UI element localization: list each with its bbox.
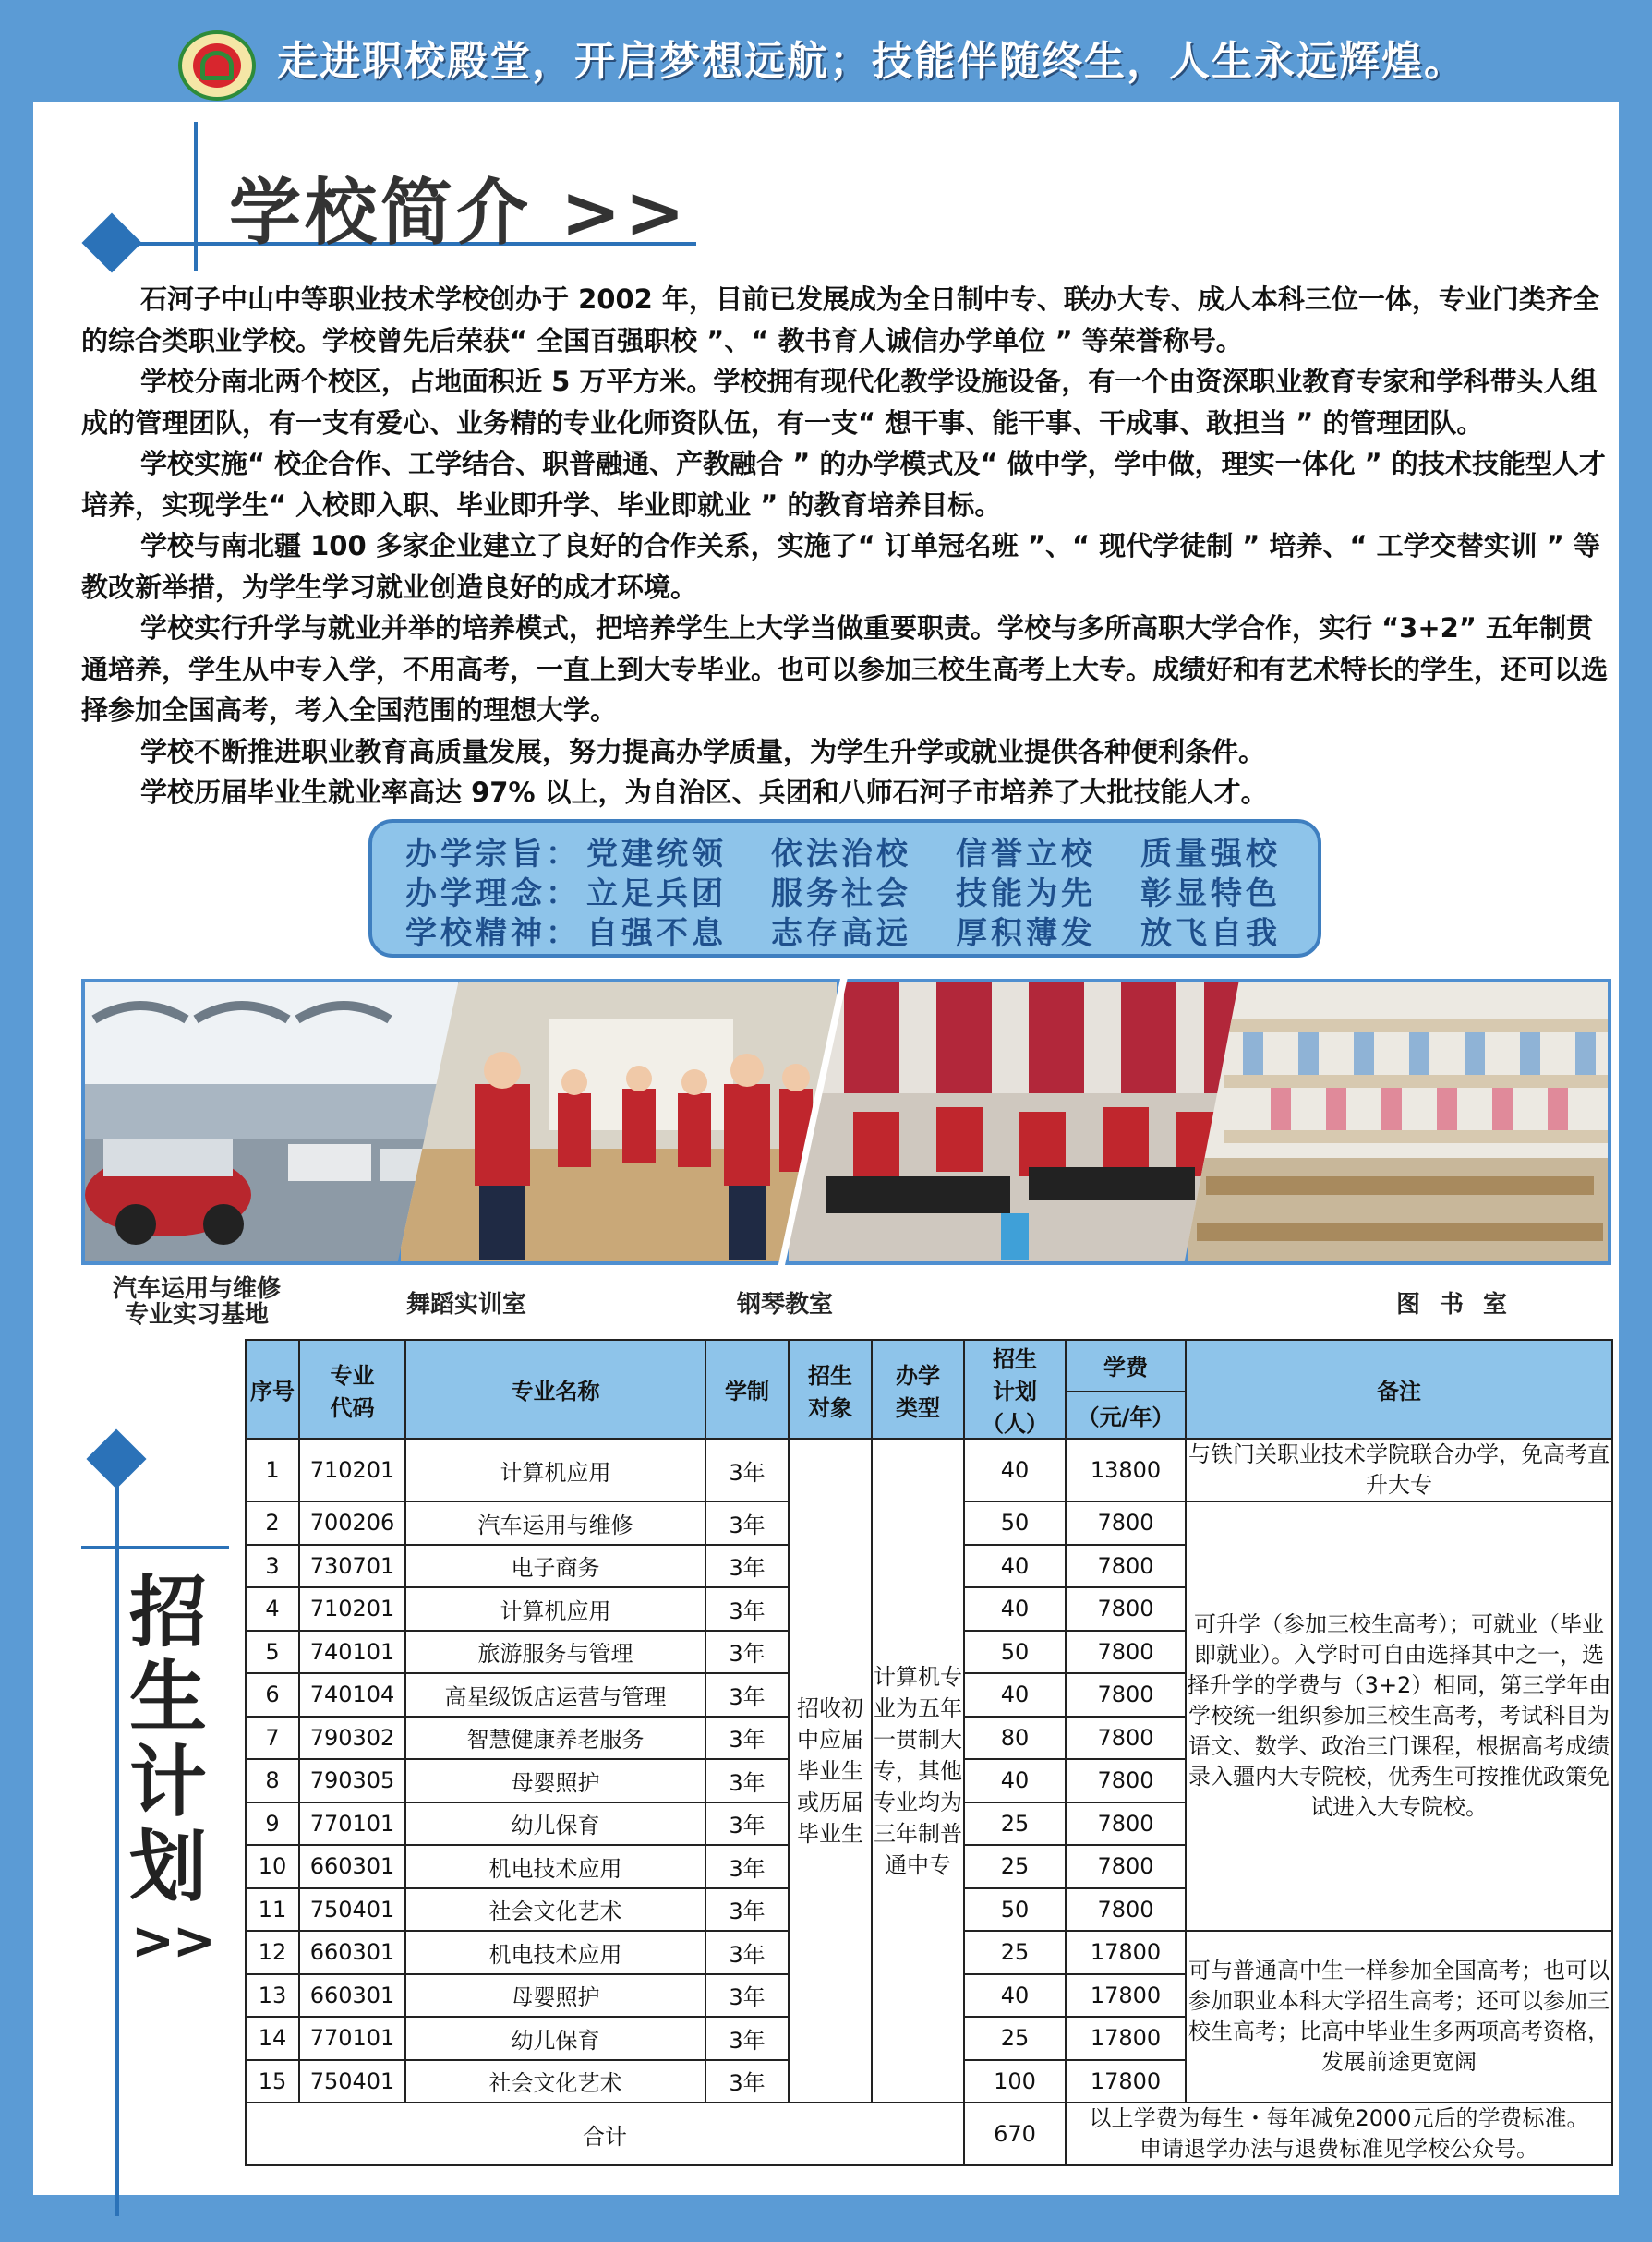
cell-quota: 50 (964, 1501, 1066, 1545)
cell-years: 3年 (705, 1587, 789, 1631)
cell-fee: 17800 (1066, 2017, 1186, 2060)
motto-item: 依法治校 (771, 836, 911, 873)
plan-title: 招生计划 (129, 1567, 208, 1912)
cell-code: 740104 (299, 1673, 405, 1717)
top-banner (0, 0, 1652, 102)
motto-row (405, 908, 1281, 952)
cell-seq: 6 (246, 1673, 299, 1717)
header-line: 对象 (808, 1394, 852, 1421)
section-decor-line (115, 1459, 119, 2216)
cell-quota: 25 (964, 1931, 1066, 1974)
header-target (789, 1340, 872, 1439)
header-line: 招生 (993, 1346, 1037, 1372)
header-seq: 序号 (246, 1340, 299, 1439)
header-line: 办学 (896, 1362, 940, 1389)
cell-name: 母婴照护 (405, 1759, 705, 1802)
cell-quota: 25 (964, 1845, 1066, 1888)
cell-fee: 17800 (1066, 1931, 1186, 1974)
caption-line: 专业实习基地 (124, 1301, 269, 1329)
header-type (872, 1340, 964, 1439)
cell-quota: 80 (964, 1717, 1066, 1760)
cell-code: 730701 (299, 1545, 405, 1588)
cell-seq: 11 (246, 1888, 299, 1932)
intro-paragraph: 学校不断推进职业教育高质量发展，努力提高办学质量，为学生升学或就业提供各种便利条件。 (140, 735, 1266, 767)
slogan: 走进职校殿堂，开启梦想远航；技能伴随终生，人生永远辉煌。 (277, 38, 1466, 85)
cell-target: 招收初中应届毕业生或历届毕业生 (789, 1439, 872, 2103)
cell-years: 3年 (705, 1888, 789, 1932)
intro-text (81, 279, 1610, 814)
intro-paragraph: 学校实行升学与就业并举的培养模式，把培养学生上大学当做重要职责。学校与多所高职大学合作，实行 “3+2” 五年制贯通培养，学生从中专入学，不用高考，一直上到大专毕业。也可以参加三校生高考上大专。成绩好和有艺术特长的学生，还可以选择参加全国高考，考入全国范围的理想大学。 (81, 612, 1609, 726)
cell-name: 计算机应用 (405, 1439, 705, 1501)
cell-name: 幼儿保育 (405, 1802, 705, 1846)
header-fee: 学费 (1066, 1340, 1186, 1392)
cell-seq: 4 (246, 1587, 299, 1631)
cell-fee: 7800 (1066, 1717, 1186, 1760)
cell-note: 可与普通高中生一样参加全国高考；也可以参加职业本科大学招生高考；还可以参加三校生高考；比高中毕业生多两项高考资格，发展前途更宽阔 (1186, 1931, 1612, 2103)
cell-code: 660301 (299, 1931, 405, 1974)
photo-caption: 舞蹈实训室 (405, 1291, 526, 1319)
motto-box (368, 819, 1321, 958)
cell-seq: 13 (246, 1974, 299, 2018)
cell-years: 3年 (705, 1845, 789, 1888)
cell-quota: 50 (964, 1888, 1066, 1932)
total-note-line: 以上学费为每生・每年减免2000元后的学费标准。 (1089, 2105, 1589, 2131)
motto-item: 厚积薄发 (956, 915, 1096, 952)
cell-code: 790302 (299, 1717, 405, 1760)
cell-quota: 40 (964, 1974, 1066, 2018)
cell-quota: 40 (964, 1545, 1066, 1588)
cell-quota: 40 (964, 1587, 1066, 1631)
header-fee-unit: （元/年） (1066, 1392, 1186, 1439)
motto-item: 立足兵团 (586, 875, 727, 912)
cell-quota: 40 (964, 1673, 1066, 1717)
cell-name: 电子商务 (405, 1545, 705, 1588)
header-line: 代码 (330, 1394, 375, 1421)
cell-code: 750401 (299, 2060, 405, 2103)
cell-code: 770101 (299, 1802, 405, 1846)
cell-fee: 7800 (1066, 1759, 1186, 1802)
enrollment-table (245, 1339, 1613, 2166)
photo-library-image (1188, 982, 1611, 1265)
cell-years: 3年 (705, 1931, 789, 1974)
cell-seq: 15 (246, 2060, 299, 2103)
cell-years: 3年 (705, 1802, 789, 1846)
cell-code: 750401 (299, 1888, 405, 1932)
cell-total-note (1066, 2103, 1612, 2165)
cell-code: 710201 (299, 1439, 405, 1501)
cell-seq: 10 (246, 1845, 299, 1888)
header-code (299, 1340, 405, 1439)
motto-row (405, 828, 1281, 873)
cell-quota: 40 (964, 1759, 1066, 1802)
motto-label: 办学理念： (405, 875, 581, 912)
total-note-line: 申请退学办法与退费标准见学校公众号。 (1140, 2136, 1538, 2162)
cell-seq: 2 (246, 1501, 299, 1545)
motto-item: 彰显特色 (1140, 875, 1281, 912)
cell-years: 3年 (705, 1545, 789, 1588)
cell-name: 幼儿保育 (405, 2017, 705, 2060)
cell-years: 3年 (705, 2060, 789, 2103)
header-name: 专业名称 (405, 1340, 705, 1439)
photo-caption (81, 1276, 312, 1328)
cell-total-label: 合计 (246, 2103, 964, 2165)
cell-years: 3年 (705, 1501, 789, 1545)
cell-name: 母婴照护 (405, 1974, 705, 2018)
cell-years: 3年 (705, 1631, 789, 1674)
cell-quota: 100 (964, 2060, 1066, 2103)
photo-dance-room-image (401, 982, 840, 1265)
cell-fee: 7800 (1066, 1545, 1186, 1588)
cell-quota: 25 (964, 2017, 1066, 2060)
intro-paragraph: 学校与南北疆 100 多家企业建立了良好的合作关系，实施了“ 订单冠名班 ”、“ 现代学徒制 ” 培养、“ 工学交替实训 ” 等教改新举措，为学生学习就业创造良好的成才环境。 (81, 530, 1600, 603)
table-header-row (246, 1340, 1612, 1392)
table-row (246, 1439, 1612, 1501)
photo-auto-repair-image (85, 982, 462, 1265)
cell-years: 3年 (705, 1673, 789, 1717)
photo-library (1184, 979, 1611, 1265)
intro-paragraph: 学校历届毕业生就业率高达 97% 以上，为自治区、兵团和八师石河子市培养了大批技能人才。 (140, 777, 1268, 808)
cell-fee: 7800 (1066, 1802, 1186, 1846)
motto-item: 质量强校 (1140, 836, 1281, 873)
cell-seq: 3 (246, 1545, 299, 1588)
cell-seq: 12 (246, 1931, 299, 1974)
cell-code: 790305 (299, 1759, 405, 1802)
header-line: 类型 (896, 1394, 940, 1421)
table-total-row (246, 2103, 1612, 2165)
cell-name: 社会文化艺术 (405, 2060, 705, 2103)
heading-decor-line (194, 122, 198, 271)
intro-title: 学校简介 >> (229, 172, 689, 255)
cell-seq: 8 (246, 1759, 299, 1802)
cell-fee: 7800 (1066, 1673, 1186, 1717)
cell-fee: 17800 (1066, 2060, 1186, 2103)
motto-item: 放飞自我 (1140, 915, 1281, 952)
header-quota (964, 1340, 1066, 1439)
cell-code: 660301 (299, 1974, 405, 2018)
cell-fee: 7800 (1066, 1888, 1186, 1932)
header-line: 招生 (808, 1362, 852, 1389)
cell-name: 高星级饭店运营与管理 (405, 1673, 705, 1717)
photo-caption: 钢琴教室 (736, 1291, 833, 1319)
section-decor-line (81, 1546, 229, 1549)
cell-seq: 9 (246, 1802, 299, 1846)
cell-code: 740101 (299, 1631, 405, 1674)
photo-auto-repair (81, 979, 462, 1265)
cell-code: 660301 (299, 1845, 405, 1888)
cell-fee: 7800 (1066, 1631, 1186, 1674)
header-line: （人） (982, 1411, 1048, 1437)
cell-name: 汽车运用与维修 (405, 1501, 705, 1545)
intro-paragraph: 学校分南北两个校区，占地面积近 5 万平方米。学校拥有现代化教学设施设备，有一个由资深职业教育专家和学科带头人组成的管理团队，有一支有爱心、业务精的专业化师资队伍，有一支“ 想干事、能干事、干成事、敢担当 ” 的管理团队。 (81, 366, 1598, 439)
cell-seq: 1 (246, 1439, 299, 1501)
header-line: 计划 (993, 1379, 1037, 1404)
motto-label: 学校精神： (405, 915, 581, 952)
caption-line: 汽车运用与维修 (112, 1275, 281, 1303)
cell-note: 与铁门关职业技术学院联合办学，免高考直升大专 (1186, 1439, 1612, 1501)
cell-quota: 50 (964, 1631, 1066, 1674)
photo-dance-room (397, 979, 840, 1265)
motto-row (405, 868, 1281, 912)
cell-fee: 17800 (1066, 1974, 1186, 2018)
cell-name: 智慧健康养老服务 (405, 1717, 705, 1760)
cell-code: 770101 (299, 2017, 405, 2060)
header-note: 备注 (1186, 1340, 1612, 1439)
cell-name: 旅游服务与管理 (405, 1631, 705, 1674)
cell-name: 机电技术应用 (405, 1845, 705, 1888)
cell-seq: 7 (246, 1717, 299, 1760)
cell-years: 3年 (705, 1717, 789, 1760)
motto-item: 志存高远 (771, 915, 911, 952)
cell-fee: 7800 (1066, 1587, 1186, 1631)
motto-item: 信誉立校 (956, 836, 1096, 873)
cell-years: 3年 (705, 1759, 789, 1802)
cell-fee: 7800 (1066, 1845, 1186, 1888)
cell-seq: 14 (246, 2017, 299, 2060)
cell-years: 3年 (705, 1439, 789, 1501)
cell-code: 700206 (299, 1501, 405, 1545)
cell-fee: 7800 (1066, 1501, 1186, 1545)
intro-paragraph: 学校实施“ 校企合作、工学结合、职普融通、产教融合 ” 的办学模式及“ 做中学，学中做，理实一体化 ” 的技术技能型人才培养，实现学生“ 入校即入职、毕业即升学、毕业即就业 ” 的教育培养目标。 (81, 448, 1606, 521)
cell-years: 3年 (705, 1974, 789, 2018)
motto-item: 党建统领 (586, 836, 727, 873)
header-years: 学制 (705, 1340, 789, 1439)
cell-fee: 13800 (1066, 1439, 1186, 1501)
motto-item: 服务社会 (771, 875, 911, 912)
plan-arrow: >> (131, 1911, 214, 1971)
cell-years: 3年 (705, 2017, 789, 2060)
motto-item: 技能为先 (956, 875, 1096, 912)
photo-caption: 图 书 室 (1395, 1291, 1513, 1319)
school-logo-icon (178, 30, 256, 101)
cell-total-quota: 670 (964, 2103, 1066, 2165)
cell-name: 社会文化艺术 (405, 1888, 705, 1932)
intro-paragraph: 石河子中山中等职业技术学校创办于 2002 年，目前已发展成为全日制中专、联办大专、成人本科三位一体，专业门类齐全的综合类职业学校。学校曾先后荣获“ 全国百强职校 ”、“ 教书育人诚信办学单位 ” 等荣誉称号。 (81, 283, 1599, 356)
cell-name: 机电技术应用 (405, 1931, 705, 1974)
cell-name: 计算机应用 (405, 1587, 705, 1631)
cell-seq: 5 (246, 1631, 299, 1674)
cell-quota: 25 (964, 1802, 1066, 1846)
cell-type: 计算机专业为五年一贯制大专，其他专业均为三年制普通中专 (872, 1439, 964, 2103)
motto-label: 办学宗旨： (405, 836, 581, 873)
header-line: 专业 (330, 1362, 375, 1389)
cell-note: 可升学（参加三校生高考）；可就业（毕业即就业）。入学时可自由选择其中之一，选择升学的学费与（3+2）相同，第三学年由学校统一组织参加三校生高考，考试科目为语文、数学、政治三门课程，根据高考成绩录入疆内大专院校，优秀生可按推优政策免试进入大专院校。 (1186, 1501, 1612, 1931)
cell-quota: 40 (964, 1439, 1066, 1501)
cell-code: 710201 (299, 1587, 405, 1631)
motto-item: 自强不息 (586, 915, 727, 952)
